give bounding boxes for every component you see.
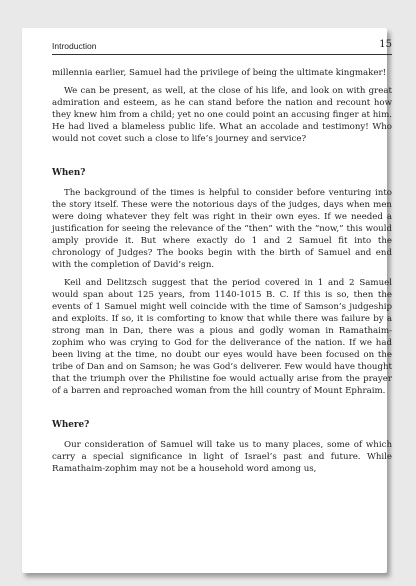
paragraph: Keil and Delitzsch suggest that the period covered in 1 and 2 Samuel would span about 125 years, from 1140-1015 B. C. If this is so, then the events of 1 Samuel might well coincide with the time of Samson’s judgeship and exploits. If so, it is comforting to know that while there was failure by a strong man in Dan, there was a pious and godly woman in Ramathaim-zophim who was crying to God for the deliverance of the nation. If we had been living at the time, no doubt our eyes would have been focused on the tribe of Dan and on Samson; he was God’s deliverer. Few would have thought that the triumph over the Philistine foe would actually arise from the prayer of a barren and reproached woman from the hill country of Mount Ephraim. (52, 278, 392, 396)
page-number: 15 (379, 39, 392, 50)
section-heading-when: When? (52, 168, 86, 178)
chapter-title: Introduction (52, 41, 97, 51)
section-heading-where: Where? (52, 420, 90, 430)
paragraph: The background of the times is helpful to consider before venturing into the story itself. These were the notorious days of the judges, days when men were doing whatever they felt was right in their own eyes. If we needed a justification for seeing the relevance of the “then” with the “now,” this would amply provide it. But where exactly do 1 and 2 Samuel fit into the chronology of Judges? The books begin with the birth of Samuel and end with the completion of David’s reign. (52, 188, 392, 270)
running-head (52, 40, 392, 55)
body-text (52, 67, 392, 475)
paragraph: We can be present, as well, at the close of his life, and look on with great admiration and esteem, as he can stand before the nation and recount how they knew him from a child; yet no one could point an accusing finger at him. He had lived a blameless public life. What an accolade and testimony! Who would not covet such a close to life’s journey and service? (52, 86, 392, 144)
paragraph: millennia earlier, Samuel had the privilege of being the ultimate kingmaker! (52, 68, 387, 78)
paragraph: Our consideration of Samuel will take us to many places, some of which carry a special significance in light of Israel’s past and future. While Ramathaim-zophim may not be a household word among us, (52, 440, 392, 474)
